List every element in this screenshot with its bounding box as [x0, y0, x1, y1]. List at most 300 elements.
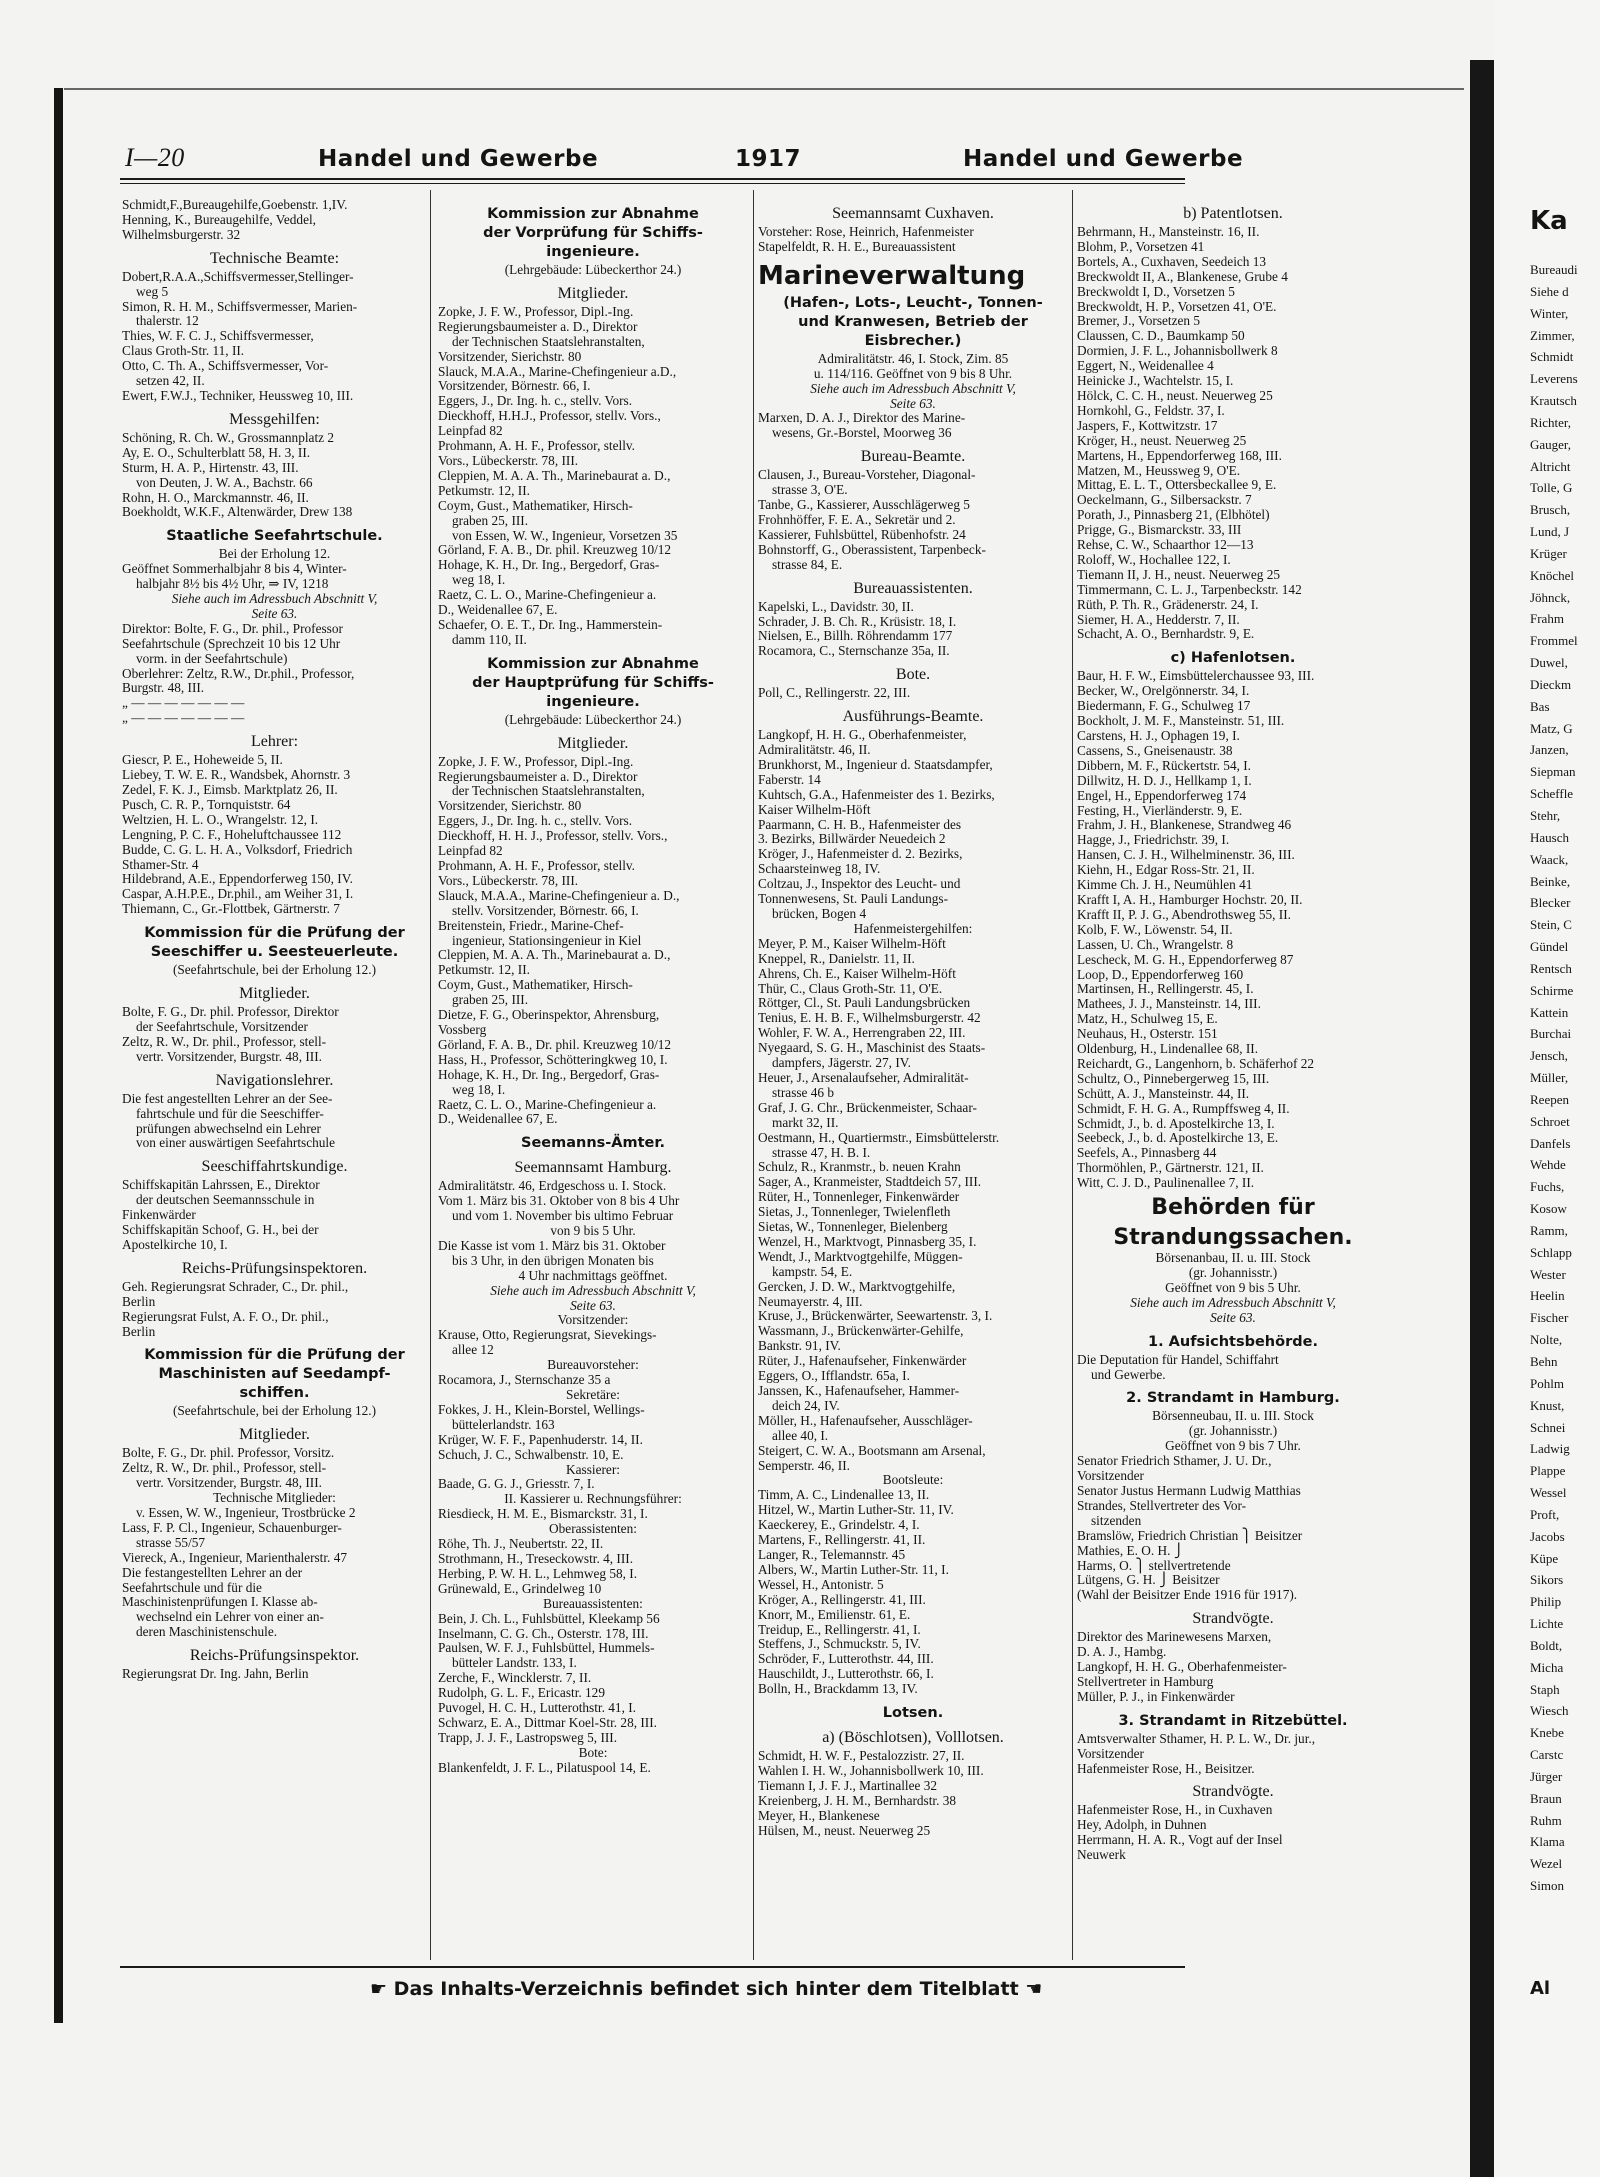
- text-line: Seefahrtschule (Sprechzeit 10 bis 12 Uhr: [122, 635, 341, 651]
- text-line: Vors., Lübeckerstr. 78, III.: [438, 872, 579, 888]
- text-line: Senator Justus Hermann Ludwig Matthias: [1077, 1482, 1301, 1498]
- heading-line: Bote.: [895, 666, 931, 684]
- adjacent-page-fragment: Bureaudi: [1530, 262, 1578, 277]
- heading-line: Bote:: [578, 1744, 608, 1760]
- heading-line: Sekretäre:: [566, 1387, 620, 1402]
- adjacent-page-fragment: Krüger: [1530, 545, 1567, 561]
- adjacent-page-fragment: Siepman: [1530, 764, 1576, 780]
- adjacent-page-fragment: Schirme: [1530, 982, 1574, 998]
- adjacent-page-fragment: Lund, J: [1530, 524, 1569, 540]
- text-line: Regierungsbaumeister a. D., Direktor: [438, 318, 638, 334]
- text-line: Kuhtsch, G.A., Hafenmeister des 1. Bezirks,: [758, 786, 995, 802]
- text-line: Bramslöw, Friedrich Christian ⎫ Beisitzer: [1077, 1527, 1303, 1543]
- text-line: Roloff, W., Hochallee 122, I.: [1077, 551, 1231, 567]
- heading-line: 4 Uhr nachmittags geöffnet.: [518, 1267, 668, 1283]
- text-line: Rudolph, G. L. F., Ericastr. 129: [438, 1685, 605, 1701]
- adjacent-page-fragment: Blecker: [1530, 895, 1571, 911]
- adjacent-page-fragment: Leverens: [1530, 371, 1578, 387]
- text-line: Rüter, J., Hafenaufseher, Finkenwärder: [758, 1353, 967, 1369]
- left-scan-border: [54, 88, 63, 2023]
- heading-line: Seemanns-Ämter.: [521, 1135, 665, 1152]
- column-divider: [1072, 190, 1073, 1960]
- adjacent-page-fragment: Fuchs,: [1530, 1179, 1565, 1195]
- adjacent-page-fragment: Krautsch: [1530, 393, 1577, 409]
- text-line: allee 40, I.: [772, 1427, 829, 1443]
- text-line: Clausen, J., Bureau-Vorsteher, Diagonal-: [758, 467, 976, 483]
- text-line: von Deuten, J. W. A., Bachstr. 66: [136, 474, 313, 490]
- heading-line: Lotsen.: [882, 1705, 944, 1722]
- text-line: Claus Groth-Str. 11, II.: [122, 343, 245, 359]
- text-line: Thür, C., Claus Groth-Str. 11, O'E.: [758, 980, 943, 996]
- text-line: Paarmann, C. H. B., Hafenmeister des: [758, 816, 962, 832]
- text-line: Baade, G. G. J., Griesstr. 7, I.: [438, 1476, 595, 1492]
- text-line: Meyer, P. M., Kaiser Wilhelm-Höft: [758, 935, 946, 951]
- text-line: Tiemann II, J. H., neust. Neuerweg 25: [1077, 566, 1280, 582]
- text-line: Kreienberg, J. H. M., Bernhardstr. 38: [758, 1792, 957, 1808]
- adjacent-page-fragment: Boldt,: [1530, 1637, 1563, 1653]
- text-line: strasse 46 b: [772, 1084, 835, 1100]
- adjacent-page-fragment: Schmidt: [1530, 349, 1574, 365]
- text-line: Ay, E. O., Schulterblatt 58, H. 3, II.: [122, 444, 311, 460]
- heading-line: Seeschiffer u. Seesteuerleute.: [150, 944, 399, 961]
- adjacent-page-fragment: Wessel: [1530, 1485, 1567, 1501]
- adjacent-page-fragment: Richter,: [1530, 414, 1571, 430]
- text-line: D. A. J., Hambg.: [1077, 1644, 1167, 1660]
- text-line: strasse 55/57: [136, 1534, 206, 1550]
- adjacent-page-fragment: Plappe: [1530, 1463, 1566, 1479]
- heading-line: a) (Böschlotsen), Volllotsen.: [822, 1729, 1004, 1747]
- text-line: Hafenmeister Rose, H., Beisitzer.: [1077, 1760, 1255, 1776]
- text-line: Herrmann, H. A. R., Vogt auf der Insel: [1077, 1832, 1283, 1848]
- heading-line: Siehe auch im Adressbuch Abschnitt V,: [810, 380, 1016, 396]
- text-line: Cleppien, M. A. A. Th., Marinebaurat a. D.,: [438, 947, 671, 963]
- text-line: Sthamer-Str. 4: [122, 856, 199, 872]
- text-line: damm 110, II.: [452, 631, 527, 647]
- text-line: Vorsitzender: [1077, 1745, 1144, 1761]
- text-line: Leinpfad 82: [438, 843, 503, 859]
- text-line: Langkopf, H. H. G., Oberhafenmeister,: [758, 727, 967, 743]
- adjacent-page-fragment: Rentsch: [1530, 960, 1572, 976]
- text-line: Weltzien, H. L. O., Wrangelstr. 12, I.: [122, 811, 319, 827]
- text-line: Budde, C. G. L. H. A., Volksdorf, Friedrich: [122, 841, 353, 857]
- text-line: Frohnhöffer, F. E. A., Sekretär und 2.: [758, 511, 956, 527]
- text-line: Schmidt,F.,Bureaugehilfe,Goebenstr. 1,IV.: [122, 198, 348, 212]
- text-line: Vors., Lübeckerstr. 78, III.: [438, 452, 579, 468]
- heading-line: Maschinisten auf Seedampf-: [158, 1366, 391, 1383]
- text-line: Siemer, H. A., Hedderstr. 7, II.: [1077, 611, 1240, 627]
- text-line: Röhe, Th. J., Neubertstr. 22, II.: [438, 1536, 604, 1552]
- adjacent-page-fragment: Hausch: [1530, 829, 1569, 845]
- text-line: Neuwerk: [1077, 1847, 1126, 1863]
- running-title-right: Handel und Gewerbe: [963, 146, 1244, 172]
- text-line: Carstens, H. J., Ophagen 19, I.: [1077, 728, 1240, 743]
- text-line: Vorsitzender, Börnestr. 66, I.: [438, 378, 591, 394]
- text-line: „ — — — — — — —: [122, 695, 245, 711]
- text-line: Dietze, F. G., Oberinspektor, Ahrensburg,: [438, 1007, 660, 1023]
- text-line: Admiralitätstr. 46, II.: [758, 742, 871, 758]
- adjacent-page-fragment: Klama: [1530, 1834, 1565, 1850]
- heading-line: Seemannsamt Cuxhaven.: [832, 205, 994, 222]
- heading-line: (gr. Johannisstr.): [1188, 1423, 1278, 1439]
- text-line: Schöning, R. Ch. W., Grossmannplatz 2: [122, 429, 335, 445]
- heading-line: und Kranwesen, Betrieb der: [798, 313, 1028, 330]
- text-line: Breckwoldt, H. P., Vorsetzen 41, O'E.: [1077, 298, 1277, 314]
- adjacent-page-fragment: Wester: [1530, 1266, 1566, 1282]
- text-line: Coym, Gust., Mathematiker, Hirsch-: [438, 977, 633, 993]
- text-line: (Wahl der Beisitzer Ende 1916 für 1917).: [1077, 1587, 1298, 1603]
- adjacent-page-fragment: Fischer: [1530, 1310, 1569, 1326]
- adjacent-page-fragment: Waack,: [1530, 851, 1569, 867]
- text-line: Kassierer, Fuhlsbüttel, Rübenhofstr. 24: [758, 526, 966, 542]
- text-line: Cleppien, M. A. A. Th., Marinebaurat a. D.,: [438, 467, 671, 483]
- adjacent-page-fragment: Pohlm: [1530, 1375, 1564, 1391]
- text-line: der Seefahrtschule, Vorsitzender: [136, 1018, 308, 1034]
- text-line: Mathees, J. J., Mansteinstr. 14, III.: [1077, 996, 1261, 1012]
- text-line: Tonnenwesens, St. Pauli Landungs-: [758, 891, 949, 907]
- heading-line: Hafenmeistergehilfen:: [853, 920, 973, 936]
- text-line: Nyegaard, S. G. H., Maschinist des Staats-: [758, 1040, 986, 1056]
- text-line: sitzenden: [1091, 1512, 1142, 1528]
- adjacent-page-fragment: Schlapp: [1530, 1244, 1572, 1260]
- adjacent-page-fragment: Jöhnck,: [1530, 589, 1571, 605]
- text-line: Hauschildt, J., Lutterothstr. 66, I.: [758, 1666, 934, 1682]
- text-line: Zopke, J. F. W., Professor, Dipl.-Ing.: [438, 303, 634, 319]
- top-scan-edge: [64, 88, 1464, 90]
- text-line: prüfungen abwechselnd ein Lehrer: [136, 1120, 321, 1136]
- text-line: Breckwoldt II, A., Blankenese, Grube 4: [1077, 268, 1288, 284]
- text-line: Amtsverwalter Sthamer, H. P. L. W., Dr. jur.,: [1077, 1730, 1316, 1746]
- text-line: markt 32, II.: [772, 1114, 839, 1130]
- text-line: Hölck, C. C. H., neust. Neuerweg 25: [1077, 387, 1273, 403]
- text-line: Dormien, J. F. L., Johannisbollwerk 8: [1077, 343, 1278, 359]
- text-line: Hagge, J., Friedrichstr. 39, I.: [1077, 832, 1230, 848]
- text-line: Thiemann, C., Gr.-Flottbek, Gärtnerstr. 7: [122, 901, 340, 917]
- text-line: Vossberg: [438, 1021, 487, 1037]
- column-divider: [430, 190, 431, 1960]
- text-line: deich 24, IV.: [772, 1397, 840, 1413]
- text-line: ingenieur, Stationsingenieur in Kiel: [452, 932, 642, 948]
- adjacent-page-fragment: Burchai: [1530, 1026, 1572, 1042]
- text-line: Admiralitätstr. 46, Erdgeschoss u. I. Stock.: [438, 1178, 667, 1194]
- text-line: Schwarz, E. A., Dittmar Koel-Str. 28, III.: [438, 1714, 657, 1730]
- text-line: Hitzel, W., Martin Luther-Str. 11, IV.: [758, 1502, 954, 1518]
- text-line: Boekholdt, W.K.F., Altenwärder, Drew 138: [122, 504, 353, 520]
- text-line: Slauck, M.A.A., Marine-Chefingenieur a.D.,: [438, 363, 677, 379]
- text-line: allee 12: [452, 1342, 494, 1358]
- text-line: Mathies, E. O. H. ⎭: [1077, 1542, 1184, 1558]
- text-line: Ahrens, Ch. E., Kaiser Wilhelm-Höft: [758, 965, 956, 981]
- adjacent-page-fragment: Tolle, G: [1530, 480, 1573, 496]
- text-line: stellv. Vorsitzender, Börnestr. 66, I.: [452, 902, 639, 918]
- text-line: Oberlehrer: Zeltz, R.W., Dr.phil., Professor,: [122, 665, 355, 681]
- heading-line: der Vorprüfung für Schiffs-: [483, 225, 703, 241]
- adjacent-page-fragment: Dieckm: [1530, 676, 1572, 692]
- text-line: Görland, F. A. B., Dr. phil. Kreuzweg 10/12: [438, 542, 672, 558]
- text-line: Kaeckerey, E., Grindelstr. 4, I.: [758, 1517, 920, 1533]
- text-line: Ewert, F.W.J., Techniker, Heussweg 10, III.: [122, 387, 354, 403]
- heading-line: Seite 63.: [251, 605, 298, 621]
- text-line: graben 25, III.: [452, 992, 529, 1008]
- adjacent-page-fragment: Jürger: [1530, 1768, 1563, 1784]
- adjacent-page-fragment: Duwel,: [1530, 655, 1568, 671]
- text-line: Faberstr. 14: [758, 771, 821, 787]
- running-title-left: Handel und Gewerbe: [318, 146, 599, 172]
- text-line: Porath, J., Pinnasberg 21, (Elbhötel): [1077, 507, 1270, 523]
- text-line: Dieckhoff, H.H.J., Professor, stellv. Vors.,: [438, 408, 661, 424]
- text-line: Sietas, W., Tonnenleger, Bielenberg: [758, 1219, 948, 1235]
- text-line: Tenius, E. H. B. F., Wilhelmsburgerstr. 42: [758, 1010, 981, 1026]
- text-line: Eggers, J., Dr. Ing. h. c., stellv. Vors.: [438, 813, 633, 829]
- text-line: Die Kasse ist vom 1. März bis 31. Oktober: [438, 1237, 666, 1253]
- text-line: Schmidt, H. W. F., Pestalozzistr. 27, II.: [758, 1748, 965, 1764]
- heading-line: Kommission für die Prüfung der: [144, 925, 405, 942]
- text-line: Eggers, O., Ifflandstr. 65a, I.: [758, 1368, 910, 1384]
- text-line: büttelerlandstr. 163: [452, 1416, 555, 1432]
- text-line: Poll, C., Rellingerstr. 22, III.: [758, 685, 911, 701]
- text-line: Prohmann, A. H. F., Professor, stellv.: [438, 438, 635, 454]
- text-line: Bolln, H., Brackdamm 13, IV.: [758, 1681, 918, 1697]
- text-line: Müller, P. J., in Finkenwärder: [1077, 1688, 1235, 1704]
- hand-pointer-icon: ☛: [370, 1978, 388, 2000]
- text-line: Martinsen, H., Rellingerstr. 45, I.: [1077, 981, 1254, 997]
- text-line: Hohage, K. H., Dr. Ing., Bergedorf, Gras-: [438, 1066, 660, 1082]
- text-line: Schultz, O., Pinnebergerweg 15, III.: [1077, 1070, 1270, 1086]
- text-line: Petkumstr. 12, II.: [438, 962, 530, 978]
- column-divider: [753, 190, 754, 1960]
- text-line: Martens, F., Rellingerstr. 41, II.: [758, 1532, 926, 1548]
- text-line: Lass, F. P. Cl., Ingenieur, Schauenburger-: [122, 1519, 342, 1535]
- adjacent-page-fragment: Bas: [1530, 698, 1550, 714]
- text-line: Die festangestellten Lehrer an der: [122, 1564, 303, 1580]
- text-line: Wahlen I. H. W., Johannisbollwerk 10, III.: [758, 1762, 984, 1778]
- heading-line: Lehrer:: [250, 733, 299, 751]
- text-line: Dillwitz, H. D. J., Hellkamp 1, I.: [1077, 772, 1252, 788]
- adjacent-page-fragment: Micha: [1530, 1659, 1564, 1675]
- heading-line: Reichs-Prüfungsinspektor.: [189, 1647, 360, 1665]
- text-line: Langer, R., Telemannstr. 45: [758, 1546, 906, 1562]
- adjacent-page-fragment: Lichte: [1530, 1616, 1564, 1632]
- text-line: Sietas, J., Tonnenleger, Twielenfleth: [758, 1204, 951, 1220]
- text-line: Mittag, E. L. T., Ottersbeckallee 9, E.: [1077, 477, 1277, 493]
- heading-line: ingenieure.: [546, 693, 640, 710]
- text-line: Giescr, P. E., Hoheweide 5, II.: [122, 752, 283, 768]
- text-line: von Essen, W. W., Ingenieur, Vorsetzen 35: [452, 527, 678, 543]
- heading-line: (Lehrgebäude: Lübeckerthor 24.): [504, 262, 682, 277]
- heading-line: Kassierer:: [566, 1461, 620, 1477]
- heading-line: Siehe auch im Adressbuch Abschnitt V,: [171, 591, 378, 607]
- text-line: Stellvertreter in Hamburg: [1077, 1673, 1214, 1689]
- text-line: Schaarsteinweg 18, IV.: [758, 861, 881, 877]
- heading-line: der Hauptprüfung für Schiffs-: [472, 674, 714, 691]
- text-line: Strothmann, H., Treseckowstr. 4, III.: [438, 1550, 634, 1566]
- heading-line: Kommission für die Prüfung der: [144, 1347, 405, 1364]
- text-line: Gercken, J. D. W., Marktvogtgehilfe,: [758, 1278, 956, 1294]
- text-line: Bolte, F. G., Dr. phil. Professor, Vorsitz.: [122, 1445, 335, 1461]
- text-line: Janssen, K., Hafenaufseher, Hammer-: [758, 1383, 960, 1398]
- text-line: Krause, Otto, Regierungsrat, Sievekings-: [438, 1327, 657, 1343]
- text-line: Direktor des Marinewesens Marxen,: [1077, 1629, 1272, 1645]
- text-line: Hülsen, M., neust. Neuerweg 25: [758, 1822, 931, 1838]
- text-line: fahrtschule und für die Seeschiffer-: [136, 1105, 324, 1121]
- text-line: und Gewerbe.: [1091, 1366, 1166, 1382]
- text-line: Liebey, T. W. E. R., Wandsbek, Ahornstr. 3: [122, 767, 351, 783]
- text-line: Heuer, J., Arsenalaufseher, Admiralität-: [758, 1069, 969, 1085]
- text-line: vertr. Vorsitzender, Burgstr. 48, III.: [136, 1475, 322, 1491]
- text-line: Lengning, P. C. F., Hoheluftchaussee 112: [122, 826, 342, 842]
- adjacent-page-fragment: Staph: [1530, 1681, 1560, 1697]
- adjacent-page-fragment: Heelin: [1530, 1288, 1565, 1304]
- adjacent-page-fragment: Reepen: [1530, 1091, 1569, 1107]
- text-line: Dobert,R.A.A.,Schiffsvermesser,Stellinger-: [122, 268, 354, 284]
- text-line: Rocamora, J., Sternschanze 35 a: [438, 1372, 611, 1388]
- text-line: Reichardt, G., Langenhorn, b. Schäferhof 22: [1077, 1055, 1315, 1071]
- text-line: Schmidt, F. H. G. A., Rumpffsweg 4, II.: [1077, 1100, 1290, 1116]
- text-line: Stapelfeldt, R. H. E., Bureauassistent: [758, 238, 956, 254]
- text-line: Paulsen, W. F. J., Fuhlsbüttel, Hummels-: [438, 1640, 655, 1656]
- text-line: Tiemann I, J. F. J., Martinallee 32: [758, 1777, 938, 1793]
- adjacent-page-fragment: Frahm: [1530, 611, 1564, 627]
- text-line: Burgstr. 48, III.: [122, 680, 205, 696]
- text-line: Steigert, C. W. A., Bootsmann am Arsenal,: [758, 1442, 986, 1458]
- text-line: Wilhelmsburgerstr. 32: [122, 226, 241, 242]
- heading-line: Behörden für: [1151, 1195, 1315, 1221]
- text-line: Semperstr. 46, II.: [758, 1457, 850, 1473]
- text-line: Krafft II, P. J. G., Abendrothsweg 55, II.: [1077, 906, 1291, 922]
- text-line: Zeltz, R. W., Dr. phil., Professor, stell-: [122, 1033, 327, 1049]
- adjacent-page-fragment: Sikors: [1530, 1572, 1564, 1588]
- heading-line: Marineverwaltung: [758, 260, 1026, 291]
- heading-line: ingenieure.: [546, 244, 640, 260]
- adjacent-page-fragment: Winter,: [1530, 305, 1569, 321]
- text-line: Petkumstr. 12, II.: [438, 482, 530, 498]
- text-line: der deutschen Seemannsschule in: [136, 1192, 315, 1208]
- heading-line: Seemannsamt Hamburg.: [514, 1159, 672, 1177]
- text-line: Zerche, F., Wincklerstr. 7, II.: [438, 1670, 592, 1686]
- heading-line: Eisbrecher.): [864, 332, 962, 349]
- heading-line: Bei der Erholung 12.: [218, 546, 331, 562]
- text-line: Vom 1. März bis 31. Oktober von 8 bis 4 Uhr: [438, 1193, 680, 1209]
- adjacent-page-fragment: Wezel: [1530, 1856, 1563, 1872]
- heading-line: Strandvögte.: [1192, 1610, 1274, 1628]
- text-line: Finkenwärder: [122, 1207, 196, 1223]
- text-line: Regierungsbaumeister a. D., Direktor: [438, 768, 638, 784]
- adjacent-page-fragment: Brusch,: [1530, 502, 1571, 518]
- text-line: Kröger, H., neust. Neuerweg 25: [1077, 432, 1247, 448]
- adjacent-page-fragment: Ladwig: [1530, 1441, 1570, 1457]
- adjacent-page-fragment: Müller,: [1530, 1070, 1569, 1086]
- text-line: Heinicke J., Wachtelstr. 15, I.: [1077, 373, 1234, 389]
- text-line: Rocamora, C., Sternschanze 35a, II.: [758, 643, 950, 659]
- heading-line: (Seefahrtschule, bei der Erholung 12.): [172, 962, 377, 978]
- text-line: Röttger, Cl., St. Pauli Landungsbrücken: [758, 995, 971, 1011]
- text-line: Wenzel, H., Marktvogt, Pinnasberg 35, I.: [758, 1233, 977, 1249]
- text-line: Prigge, G., Bismarckstr. 33, III: [1077, 522, 1242, 538]
- adjacent-page-fragment: Schnei: [1530, 1419, 1566, 1435]
- text-line: Kaiser Wilhelm-Höft: [758, 801, 871, 817]
- heading-line: (Lehrgebäude: Lübeckerthor 24.): [504, 711, 682, 727]
- heading-line: Technische Beamte:: [209, 249, 340, 267]
- heading-line: (gr. Johannisstr.): [1188, 1265, 1278, 1280]
- text-line: Hildebrand, A.E., Eppendorferweg 150, IV.: [122, 871, 353, 887]
- text-line: Coym, Gust., Mathematiker, Hirsch-: [438, 497, 633, 513]
- text-line: Eggers, J., Dr. Ing. h. c., stellv. Vors.: [438, 393, 633, 409]
- header-rule-thin: [120, 183, 1185, 184]
- text-line: Direktor: Bolte, F. G., Dr. phil., Professor: [122, 620, 343, 636]
- text-line: Geöffnet Sommerhalbjahr 8 bis 4, Winter-: [122, 561, 347, 577]
- text-line: Regierungsrat Fulst, A. F. O., Dr. phil.,: [122, 1308, 329, 1324]
- adjacent-page-fragment: Knöchel: [1530, 567, 1575, 583]
- column-1: [122, 198, 427, 1963]
- text-line: Timm, A. C., Lindenallee 13, II.: [758, 1487, 930, 1503]
- text-line: Kolb, F. W., Löwenstr. 54, II.: [1077, 921, 1233, 937]
- heading-line: Mitglieder.: [239, 1426, 310, 1444]
- text-line: Knorr, M., Emilienstr. 61, E.: [758, 1606, 911, 1622]
- heading-line: Geöffnet von 9 bis 7 Uhr.: [1165, 1438, 1301, 1454]
- text-line: deren Maschinistenschule.: [136, 1624, 278, 1640]
- text-line: Breitenstein, Friedr., Marine-Chef-: [438, 917, 624, 933]
- adjacent-page-fragment: Siehe d: [1530, 283, 1569, 299]
- heading-line: b) Patentlotsen.: [1183, 205, 1283, 222]
- text-line: Festing, H., Vierländerstr. 9, E.: [1077, 802, 1243, 818]
- adjacent-page-fragment: Nolte,: [1530, 1332, 1563, 1348]
- heading-line: Ausführungs-Beamte.: [842, 708, 984, 726]
- heading-line: Bureauassistenten:: [543, 1595, 643, 1611]
- text-line: dampfers, Jägerstr. 27, IV.: [772, 1055, 911, 1071]
- text-line: Sturm, H. A. P., Hirtenstr. 43, III.: [122, 459, 299, 475]
- column-2: [438, 198, 748, 1963]
- text-line: Hohage, K. H., Dr. Ing., Bergedorf, Gras-: [438, 557, 660, 573]
- text-line: Rüth, P. Th. R., Grädenerstr. 24, I.: [1077, 596, 1259, 612]
- heading-line: Strandungssachen.: [1113, 1225, 1353, 1251]
- heading-line: (Hafen-, Lots-, Leucht-, Tonnen-: [783, 294, 1043, 311]
- text-line: Albers, W., Martin Luther-Str. 11, I.: [758, 1561, 949, 1577]
- heading-line: Bureau-Beamte.: [860, 448, 966, 466]
- text-line: Engel, H., Eppendorferweg 174: [1077, 787, 1247, 803]
- text-line: Seefahrtschule und für die: [122, 1579, 262, 1595]
- adjacent-page-fragment: Carstc: [1530, 1747, 1564, 1763]
- adjacent-page-fragment: Frommel: [1530, 633, 1578, 649]
- text-line: Witt, C. J. D., Paulinenallee 7, II.: [1077, 1175, 1255, 1191]
- text-line: Kapelski, L., Davidstr. 30, II.: [758, 598, 914, 614]
- text-line: halbjahr 8½ bis 4½ Uhr, ⇒ IV, 1218: [136, 576, 329, 592]
- heading-line: (Seefahrtschule, bei der Erholung 12.): [172, 1403, 377, 1419]
- hand-pointer-icon: ☚: [1025, 1978, 1043, 2000]
- text-line: Grünewald, E., Grindelweg 10: [438, 1580, 602, 1596]
- heading-line: Kommission zur Abnahme: [487, 655, 699, 672]
- text-line: Hornkohl, G., Feldstr. 37, I.: [1077, 402, 1225, 418]
- heading-line: Vorsitzender:: [557, 1312, 629, 1328]
- adjacent-page-fragment: Wiesch: [1530, 1703, 1569, 1719]
- text-line: Raetz, C. L. O., Marine-Chefingenieur a.: [438, 587, 657, 603]
- text-line: Kiehn, H., Edgar Ross-Str. 21, II.: [1077, 862, 1255, 878]
- adjacent-page-fragment: Ruhm: [1530, 1812, 1562, 1828]
- adjacent-page-fragment: Stein, C: [1530, 917, 1572, 933]
- text-line: Matzen, M., Heussweg 9, O'E.: [1077, 462, 1241, 478]
- text-line: Inselmann, C. G. Ch., Osterstr. 178, III.: [438, 1625, 649, 1641]
- header-rule: [120, 178, 1185, 180]
- text-line: Strandes, Stellvertreter des Vor-: [1077, 1497, 1247, 1513]
- text-line: Hansen, C. J. H., Wilhelminenstr. 36, III.: [1077, 847, 1295, 863]
- text-line: Timmermann, C. L. J., Tarpenbeckstr. 142: [1077, 581, 1302, 597]
- heading-line: u. 114/116. Geöffnet von 9 bis 8 Uhr.: [813, 365, 1013, 381]
- text-line: Zeltz, R. W., Dr. phil., Professor, stell-: [122, 1460, 327, 1476]
- text-line: Wohler, F. W. A., Herrengraben 22, III.: [758, 1025, 966, 1041]
- text-line: Blohm, P., Vorsetzen 41: [1077, 238, 1205, 254]
- text-line: Steffens, J., Schmuckstr. 5, IV.: [758, 1636, 921, 1652]
- text-line: Raetz, C. L. O., Marine-Chefingenieur a.: [438, 1096, 657, 1112]
- text-line: Krafft I, A. H., Hamburger Hochstr. 20, II.: [1077, 891, 1303, 907]
- text-line: Bankstr. 91, IV.: [758, 1338, 841, 1354]
